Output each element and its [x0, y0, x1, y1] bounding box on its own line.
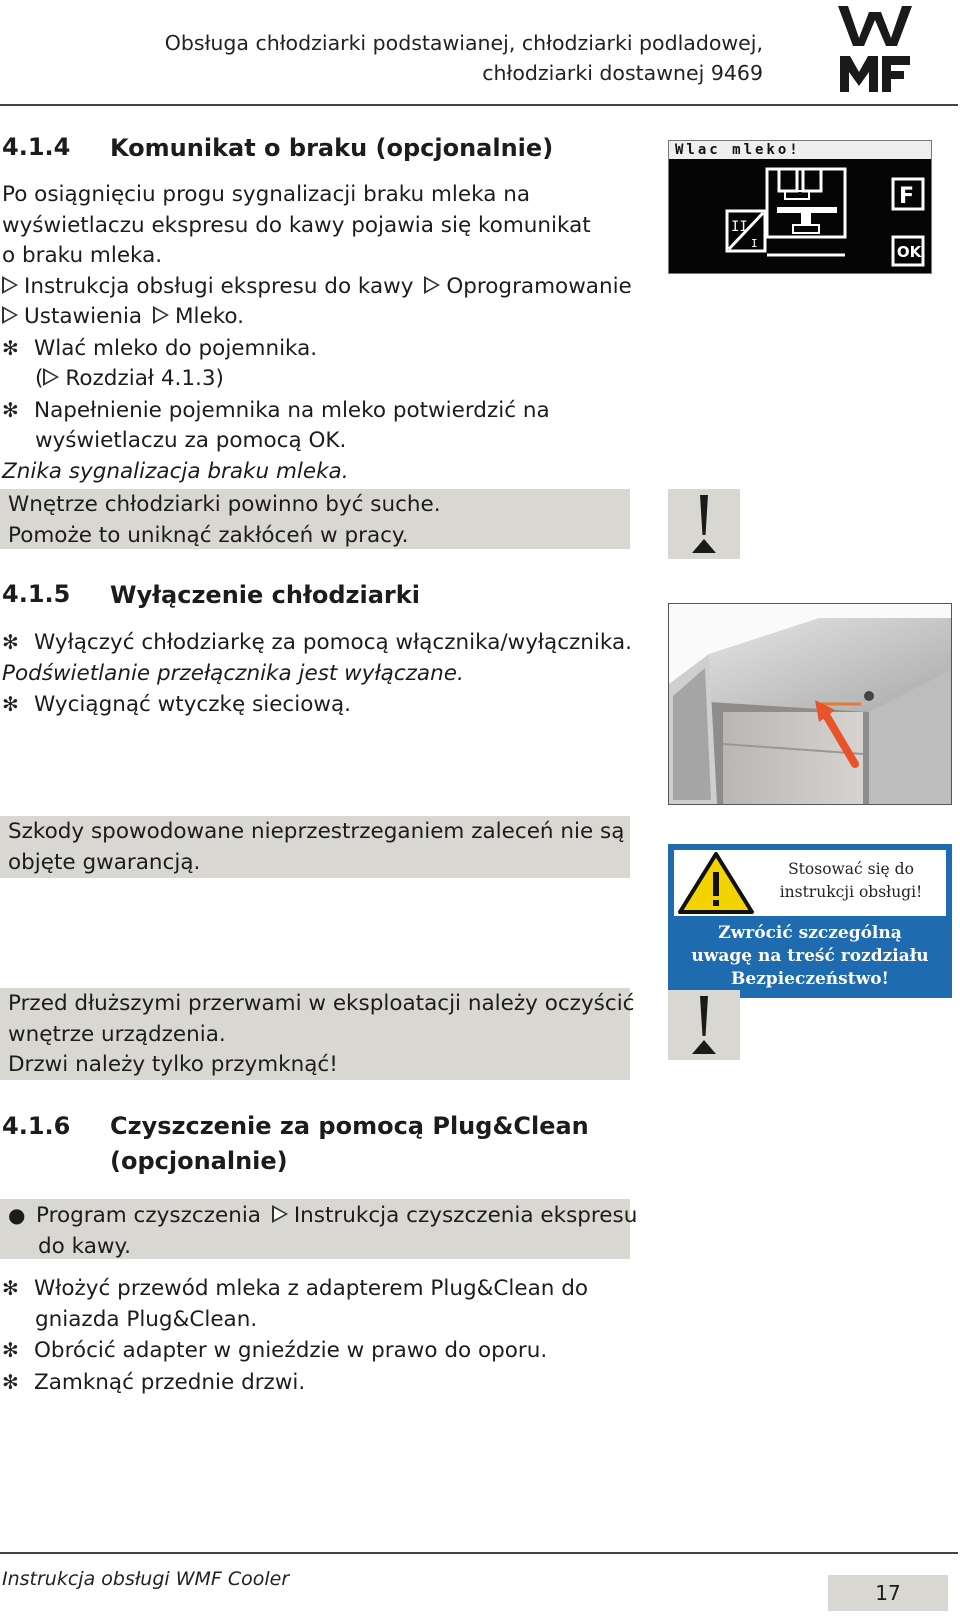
triangle-right-icon: [2, 306, 18, 324]
step-line: [2, 1367, 632, 1399]
header-title: [143, 28, 763, 88]
note-line: Pomoże to uniknąć zakłóceń w pracy.: [8, 522, 409, 548]
header-divider: [0, 104, 958, 106]
safety-bottom-line: uwagę na treść rozdziału: [691, 946, 929, 966]
safety-bottom-line: Bezpieczeństwo!: [730, 969, 890, 989]
svg-text:I: I: [751, 237, 758, 250]
section-title: Komunikat o braku (opcjonalnie): [110, 134, 554, 162]
warranty-note: [0, 816, 630, 878]
section-number: 4.1.4: [2, 133, 71, 161]
safety-bottom-line: Zwrócić szczególną: [718, 923, 902, 943]
svg-text:F: F: [899, 184, 915, 209]
note-line: Wnętrze chłodziarki powinno być suche.: [8, 492, 441, 517]
step-text: Napełnienie pojemnika na mleko potwierdzić na: [34, 397, 550, 423]
header-title-line1: Obsługa chłodziarki podstawianej, chłodziarki podladowej,: [164, 31, 763, 55]
triangle-right-icon: [2, 276, 18, 294]
exclamation-icon: [668, 489, 740, 559]
asterisk-icon: ✻: [2, 397, 19, 422]
exclamation-icon: [668, 990, 740, 1060]
bullet-text: Program czyszczenia: [36, 1203, 261, 1228]
note-line: wnętrze urządzenia.: [8, 1021, 226, 1047]
step-line: [2, 1273, 632, 1305]
reference-text: Instrukcja obsługi ekspresu do kawy: [24, 273, 414, 299]
section-title-line: (opcjonalnie): [110, 1147, 288, 1175]
wmf-logo: [836, 2, 914, 94]
safety-top-line: Stosować się do: [788, 860, 914, 878]
step-line: [2, 627, 632, 659]
reference-text: Instrukcja czyszczenia ekspresu: [293, 1203, 638, 1228]
maintenance-note: [0, 988, 635, 1080]
step-text-continued: gniazda Plug&Clean.: [35, 1306, 258, 1332]
reference-line: [2, 272, 632, 303]
reference-text: Oprogramowanie: [446, 273, 632, 299]
bullet-icon: ●: [8, 1203, 26, 1227]
footer-manual-title: Instrukcja obsługi WMF Cooler: [2, 1568, 290, 1590]
section-number: 4.1.6: [2, 1112, 71, 1140]
note-line: Szkody spowodowane nieprzestrzeganiem zaleceń nie są: [8, 819, 625, 844]
reference-text: Rozdział 4.1.3): [65, 366, 224, 391]
step-line: [2, 689, 632, 721]
step-text: Obrócić adapter w gnieździe w prawo do oporu.: [34, 1338, 548, 1363]
safety-sign: [668, 844, 952, 998]
step-line: [2, 395, 632, 427]
asterisk-icon: ✻: [2, 692, 19, 716]
step-text-continued: wyświetlaczu za pomocą OK.: [35, 428, 347, 453]
safety-top-line: instrukcji obsługi!: [779, 883, 923, 901]
display-ok: OK: [896, 243, 922, 261]
asterisk-icon: ✻: [2, 1369, 19, 1394]
wmf-logo-text: [836, 2, 838, 3]
reference-line: [2, 302, 632, 333]
bullet-line: [8, 1200, 638, 1232]
step-text: Wlać mleko do pojemnika.: [34, 335, 318, 361]
machine-icon: [669, 159, 931, 273]
display-label: Wlac mleko!: [669, 141, 931, 159]
bullet-text-continued: do kawy.: [38, 1233, 131, 1259]
coffee-machine-display: [668, 140, 932, 274]
asterisk-icon: ✻: [2, 335, 19, 360]
triangle-right-icon: [43, 368, 59, 386]
section-415-body: [2, 627, 632, 721]
asterisk-icon: ✻: [2, 630, 19, 654]
safety-sign-bottom: [668, 922, 952, 991]
intro-line: wyświetlaczu ekspresu do kawy pojawia się komunikat: [2, 212, 591, 238]
program-bullet-box: [0, 1199, 638, 1259]
step-text: Zamknąć przednie drzwi.: [34, 1369, 306, 1395]
note-line: objęte gwarancją.: [8, 849, 201, 875]
triangle-right-icon: [424, 276, 440, 294]
header-title-line2: chłodziarki dostawnej 9469: [482, 61, 763, 85]
step-line: [2, 1335, 632, 1367]
step-text: Włożyć przewód mleka z adapterem Plug&Clean do: [34, 1276, 589, 1301]
svg-text:II: II: [731, 219, 748, 235]
result-text: Znika sygnalizacja braku mleka.: [2, 458, 349, 484]
step-text: Wyciągnąć wtyczkę sieciową.: [34, 692, 351, 717]
note-line: Przed dłuższymi przerwami w eksploatacji należy oczyścić: [8, 991, 635, 1016]
section-414-body: [2, 180, 632, 487]
reference-text: Ustawienia: [24, 304, 143, 329]
warning-triangle-icon: [676, 850, 756, 916]
paren: (: [35, 366, 44, 391]
asterisk-icon: ✻: [2, 1276, 19, 1300]
intro-line: Po osiągnięciu progu sygnalizacji braku mleka na: [2, 182, 531, 207]
footer-divider: [0, 1552, 958, 1554]
safety-sign-top: [674, 850, 946, 916]
note-line: Drzwi należy tylko przymknąć!: [8, 1052, 338, 1077]
note-box: [0, 489, 630, 549]
intro-line: o braku mleka.: [2, 243, 163, 268]
step-line: [2, 333, 632, 365]
step-text: Wyłączyć chłodziarkę za pomocą włącznika/wyłącznika.: [34, 630, 632, 655]
section-title: Wyłączenie chłodziarki: [110, 581, 420, 609]
section-title: [110, 1109, 589, 1179]
result-text: Podświetlanie przełącznika jest wyłączane.: [2, 660, 464, 686]
triangle-right-icon: [153, 306, 169, 324]
cooler-switch-photo: [668, 603, 952, 805]
page-number: 17: [828, 1575, 948, 1611]
section-title-line: Czyszczenie za pomocą Plug&Clean: [110, 1112, 589, 1140]
asterisk-icon: ✻: [2, 1338, 19, 1362]
triangle-right-icon: [272, 1205, 288, 1223]
section-number: 4.1.5: [2, 580, 71, 608]
reference-text: Mleko.: [174, 304, 244, 329]
section-416-body: [2, 1273, 632, 1398]
step-reference: [2, 364, 632, 395]
safety-top-text: [756, 858, 946, 904]
